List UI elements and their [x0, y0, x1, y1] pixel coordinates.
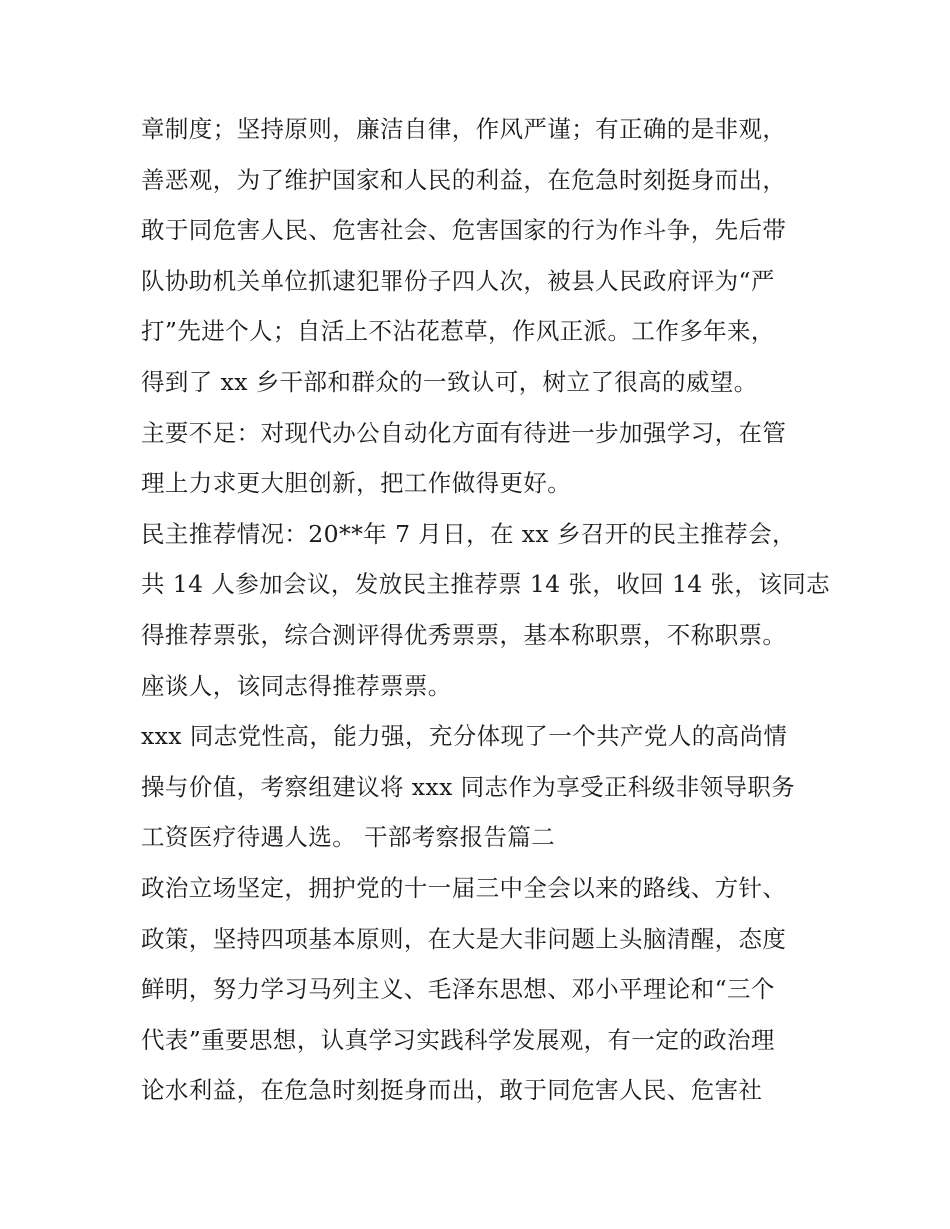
text-line: 代表”重要思想，认真学习实践科学发展观，有一定的政治理 [141, 1025, 775, 1054]
document-body [141, 104, 831, 1116]
text-line: 政治立场坚定，拥护党的十一届三中全会以来的路线、方针、 [141, 873, 787, 902]
text-line: 共 14 人参加会议，发放民主推荐票 14 张，收回 14 张，该同志 [141, 570, 831, 599]
text-line: 得到了 xx 乡干部和群众的一致认可，树立了很高的威望。 [141, 367, 758, 396]
text-line: xxx 同志党性高，能力强，充分体现了一个共产党人的高尚情 [141, 722, 788, 751]
text-line: 主要不足：对现代办公自动化方面有待进一步加强学习，在管 [141, 418, 787, 447]
text-line: 善恶观，为了维护国家和人民的利益，在危急时刻挺身而出， [141, 165, 787, 194]
text-line: 民主推荐情况：20**年 7 月日，在 xx 乡召开的民主推荐会， [141, 519, 796, 548]
text-line: 得推荐票张，综合测评得优秀票票，基本称职票，不称职票。 [141, 620, 787, 649]
text-line: 政策，坚持四项基本原则，在大是大非问题上头脑清醒，态度 [141, 924, 787, 953]
text-line: 章制度；坚持原则，廉洁自律，作风严谨；有正确的是非观， [141, 115, 787, 143]
text-line: 工资医疗待遇人选。 干部考察报告篇二 [141, 823, 556, 852]
text-line: 操与价值，考察组建议将 xxx 同志作为享受正科级非领导职务 [141, 772, 796, 801]
text-line: 敢于同危害人民、危害社会、危害国家的行为作斗争，先后带 [141, 216, 787, 245]
text-line: 座谈人，该同志得推荐票票。 [141, 671, 452, 700]
text-line: 理上力求更大胆创新，把工作做得更好。 [141, 469, 572, 498]
text-line: 鲜明，努力学习马列主义、毛泽东思想、邓小平理论和“三个 [141, 975, 775, 1004]
text-line: 打”先进个人；自活上不沾花惹草，作风正派。工作多年来， [141, 317, 775, 346]
text-line: 论水利益，在危急时刻挺身而出，敢于同危害人民、危害社 [141, 1076, 763, 1105]
text-line: 队协助机关单位抓逮犯罪份子四人次，被县人民政府评为“严 [141, 266, 775, 295]
